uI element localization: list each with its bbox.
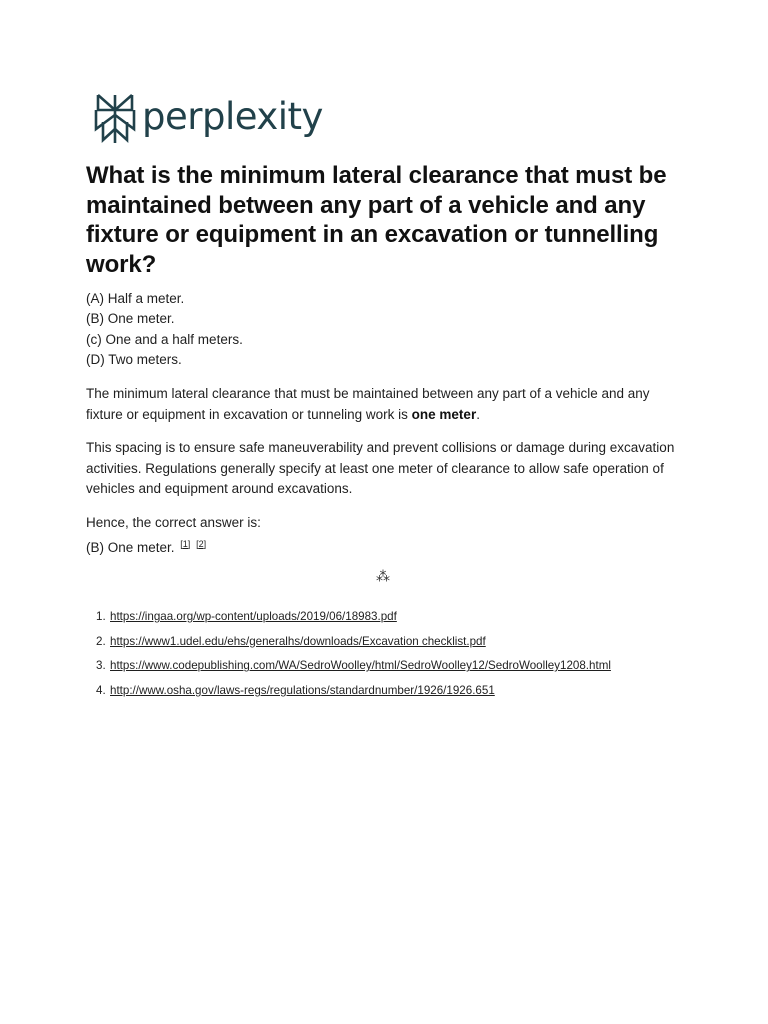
answer-options [86, 289, 243, 371]
list-item [96, 681, 611, 706]
option-b: (B) One meter. [86, 311, 175, 327]
answer-highlight: one meter [411, 406, 477, 422]
answer-text: The minimum lateral clearance that must be maintained between any part of a vehicle and any fixture or equipment in excavation or tunneling work is [86, 386, 650, 422]
section-divider: ⁂ [376, 568, 390, 584]
reference-number: 1. [96, 610, 106, 623]
citation-1[interactable]: [1] [180, 538, 191, 549]
reference-number: 4. [96, 684, 106, 698]
reference-link[interactable]: http://www.osha.gov/laws-regs/regulations/standardnumber/1926/1926.651 [110, 684, 495, 698]
brand-name: perplexity [142, 94, 323, 138]
question-title: What is the minimum lateral clearance that must be maintained between any part of a vehicle and any fixture or equipment in an excavation or tunnelling work? [86, 162, 667, 278]
citation-2[interactable]: [2] [196, 538, 207, 549]
option-c: (c) One and a half meters. [86, 331, 243, 347]
reference-list [96, 607, 611, 706]
reference-number: 3. [96, 659, 106, 673]
answer-paragraph-1 [86, 384, 686, 425]
conclusion-answer: (B) One meter. [86, 539, 175, 555]
list-item [96, 656, 611, 681]
list-item [96, 632, 611, 657]
option-d: (D) Two meters. [86, 352, 182, 368]
reference-link[interactable]: https://www.codepublishing.com/WA/SedroWoolley/html/SedroWoolley12/SedroWoolley1208.html [110, 659, 611, 673]
reference-link[interactable]: https://www1.udel.edu/ehs/generalhs/downloads/Excavation checklist.pdf [110, 634, 486, 648]
list-item [96, 607, 611, 632]
answer-paragraph-2: This spacing is to ensure safe maneuverability and prevent collisions or damage during excavation activities. Regulations generally specify at least one meter of clearance to allow safe operation of vehicles and equipment around excavations. [86, 440, 675, 496]
reference-link[interactable]: https://ingaa.org/wp-content/uploads/2019/06/18983.pdf [110, 610, 397, 623]
reference-number: 2. [96, 634, 106, 648]
answer-period: . [476, 406, 480, 422]
answer-conclusion [86, 513, 686, 558]
brand-logo [94, 93, 323, 145]
perplexity-logo-icon [94, 93, 136, 145]
conclusion-lead: Hence, the correct answer is: [86, 515, 261, 530]
option-a: (A) Half a meter. [86, 291, 185, 306]
